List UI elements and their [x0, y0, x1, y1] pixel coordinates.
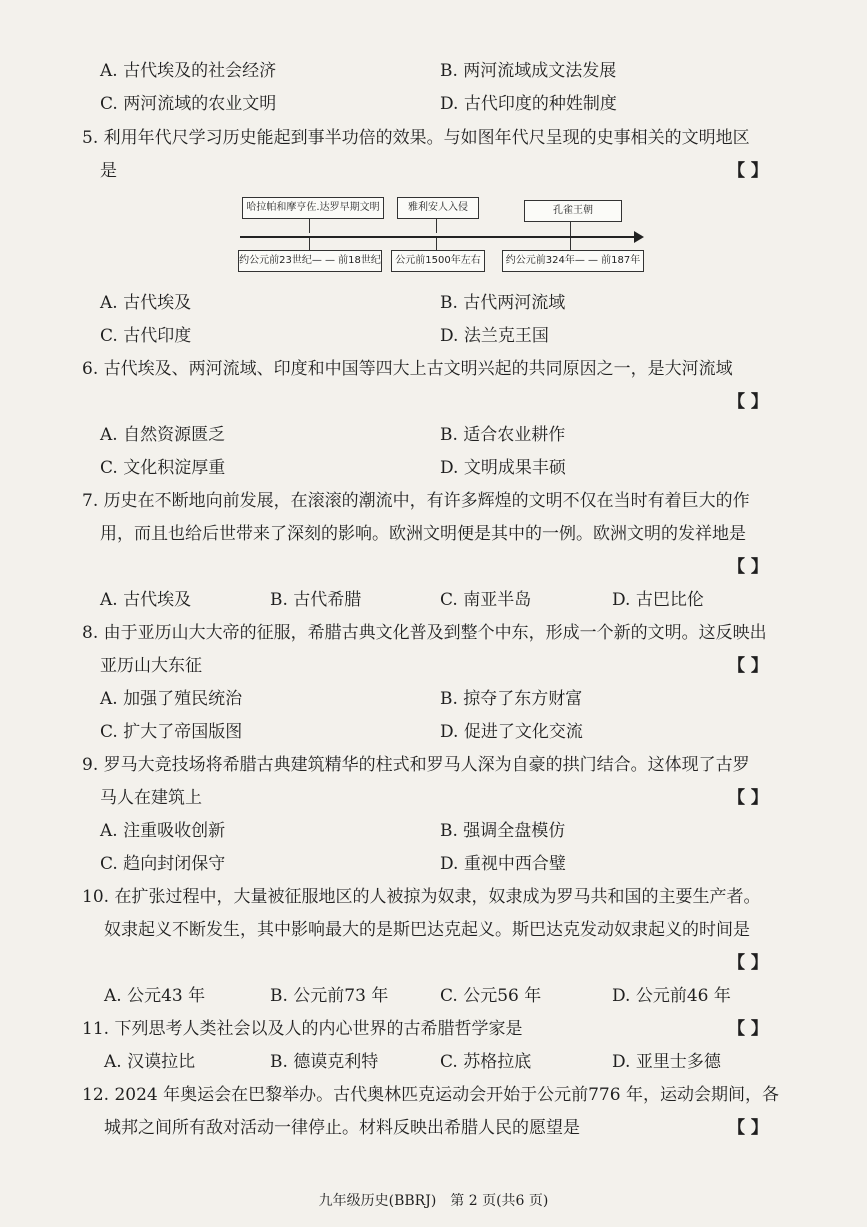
q10-answer-bracket[interactable]: 【 】: [728, 953, 768, 973]
q8-stem-line1: 8. 由于亚历山大大帝的征服，希腊古典文化普及到整个中东，形成一个新的文明。这反映出: [82, 623, 767, 643]
q8-option-c[interactable]: C. 扩大了帝国版图: [100, 722, 243, 742]
timeline-axis: [240, 236, 638, 238]
q10-option-b[interactable]: B. 公元前73 年: [270, 986, 389, 1006]
q10-option-c[interactable]: C. 公元56 年: [440, 986, 542, 1006]
q4-option-a[interactable]: A. 古代埃及的社会经济: [100, 61, 277, 81]
q11-option-c[interactable]: C. 苏格拉底: [440, 1052, 532, 1072]
q9-option-b[interactable]: B. 强调全盘模仿: [440, 821, 566, 841]
q11-answer-bracket[interactable]: 【 】: [728, 1019, 768, 1039]
q8-stem-line2: 亚历山大东征: [100, 656, 202, 676]
q10-option-d[interactable]: D. 公元前46 年: [612, 986, 731, 1006]
timeline-top-label-3: 孔雀王朝: [524, 200, 622, 222]
q5-option-a[interactable]: A. 古代埃及: [100, 293, 192, 313]
q9-stem-line2: 马人在建筑上: [100, 788, 202, 808]
q8-option-a[interactable]: A. 加强了殖民统治: [100, 689, 243, 709]
q5-stem-line2: 是: [100, 161, 117, 181]
timeline-top-label-2: 雅利安人入侵: [397, 197, 479, 219]
q12-stem-line1: 12. 2024 年奥运会在巴黎举办。古代奥林匹克运动会开始于公元前776 年，运动会期间，各: [82, 1085, 779, 1105]
timeline-bottom-label-3: 约公元前324年— — 前187年: [502, 250, 644, 272]
q10-stem-line1: 10. 在扩张过程中，大量被征服地区的人被掠为奴隶，奴隶成为罗马共和国的主要生产者。: [82, 887, 761, 907]
timeline-top-label-1: 哈拉帕和摩亨佐.达罗早期文明: [242, 197, 384, 219]
timeline-bottom-label-2: 公元前1500年左右: [391, 250, 485, 272]
q9-option-a[interactable]: A. 注重吸收创新: [100, 821, 226, 841]
q7-option-c[interactable]: C. 南亚半岛: [440, 590, 532, 610]
q4-option-c[interactable]: C. 两河流域的农业文明: [100, 94, 277, 114]
q6-option-a[interactable]: A. 自然资源匮乏: [100, 425, 226, 445]
q11-option-d[interactable]: D. 亚里士多德: [612, 1052, 721, 1072]
q7-answer-bracket[interactable]: 【 】: [728, 557, 768, 577]
q7-stem-line2: 用，而且也给后世带来了深刻的影响。欧洲文明便是其中的一例。欧洲文明的发祥地是: [100, 524, 746, 544]
timeline-bottom-label-1: 约公元前23世纪— — 前18世纪: [238, 250, 382, 272]
q7-option-a[interactable]: A. 古代埃及: [100, 590, 192, 610]
q12-stem-line2: 城邦之间所有敌对活动一律停止。材料反映出希腊人民的愿望是: [104, 1118, 580, 1138]
q10-stem-line2: 奴隶起义不断发生，其中影响最大的是斯巴达克起义。斯巴达克发动奴隶起义的时间是: [104, 920, 750, 940]
q5-option-d[interactable]: D. 法兰克王国: [440, 326, 549, 346]
q8-option-b[interactable]: B. 掠夺了东方财富: [440, 689, 583, 709]
q7-stem-line1: 7. 历史在不断地向前发展，在滚滚的潮流中，有许多辉煌的文明不仅在当时有着巨大的作: [82, 491, 750, 511]
q11-stem-line1: 11. 下列思考人类社会以及人的内心世界的古希腊哲学家是: [82, 1019, 523, 1039]
q6-option-b[interactable]: B. 适合农业耕作: [440, 425, 566, 445]
q11-option-b[interactable]: B. 德谟克利特: [270, 1052, 379, 1072]
q4-option-b[interactable]: B. 两河流域成文法发展: [440, 61, 617, 81]
q8-answer-bracket[interactable]: 【 】: [728, 656, 768, 676]
q6-option-c[interactable]: C. 文化积淀厚重: [100, 458, 226, 478]
bleed-through-texture: [80, 104, 94, 124]
q6-option-d[interactable]: D. 文明成果丰硕: [440, 458, 566, 478]
q5-option-c[interactable]: C. 古代印度: [100, 326, 192, 346]
q9-stem-line1: 9. 罗马大竞技场将希腊古典建筑精华的柱式和罗马人深为自豪的拱门结合。这体现了古罗: [82, 755, 750, 775]
q10-option-a[interactable]: A. 公元43 年: [104, 986, 206, 1006]
q12-answer-bracket[interactable]: 【 】: [728, 1118, 768, 1138]
timeline-arrow-icon: [634, 231, 644, 243]
q9-option-d[interactable]: D. 重视中西合璧: [440, 854, 566, 874]
q9-option-c[interactable]: C. 趋向封闭保守: [100, 854, 226, 874]
q4-option-d[interactable]: D. 古代印度的种姓制度: [440, 94, 617, 114]
q5-stem-line1: 5. 利用年代尺学习历史能起到事半功倍的效果。与如图年代尺呈现的史事相关的文明地区: [82, 128, 750, 148]
q7-option-b[interactable]: B. 古代希腊: [270, 590, 362, 610]
q5-option-b[interactable]: B. 古代两河流域: [440, 293, 566, 313]
q9-answer-bracket[interactable]: 【 】: [728, 788, 768, 808]
q11-option-a[interactable]: A. 汉谟拉比: [104, 1052, 196, 1072]
q6-stem-line1: 6. 古代埃及、两河流域、印度和中国等四大上古文明兴起的共同原因之一，是大河流域: [82, 359, 733, 379]
q8-option-d[interactable]: D. 促进了文化交流: [440, 722, 583, 742]
q6-answer-bracket[interactable]: 【 】: [728, 392, 768, 412]
page-footer: 九年级历史(BBRJ) 第 2 页(共6 页): [318, 1193, 549, 1209]
q7-option-d[interactable]: D. 古巴比伦: [612, 590, 704, 610]
q5-answer-bracket[interactable]: 【 】: [728, 161, 768, 181]
